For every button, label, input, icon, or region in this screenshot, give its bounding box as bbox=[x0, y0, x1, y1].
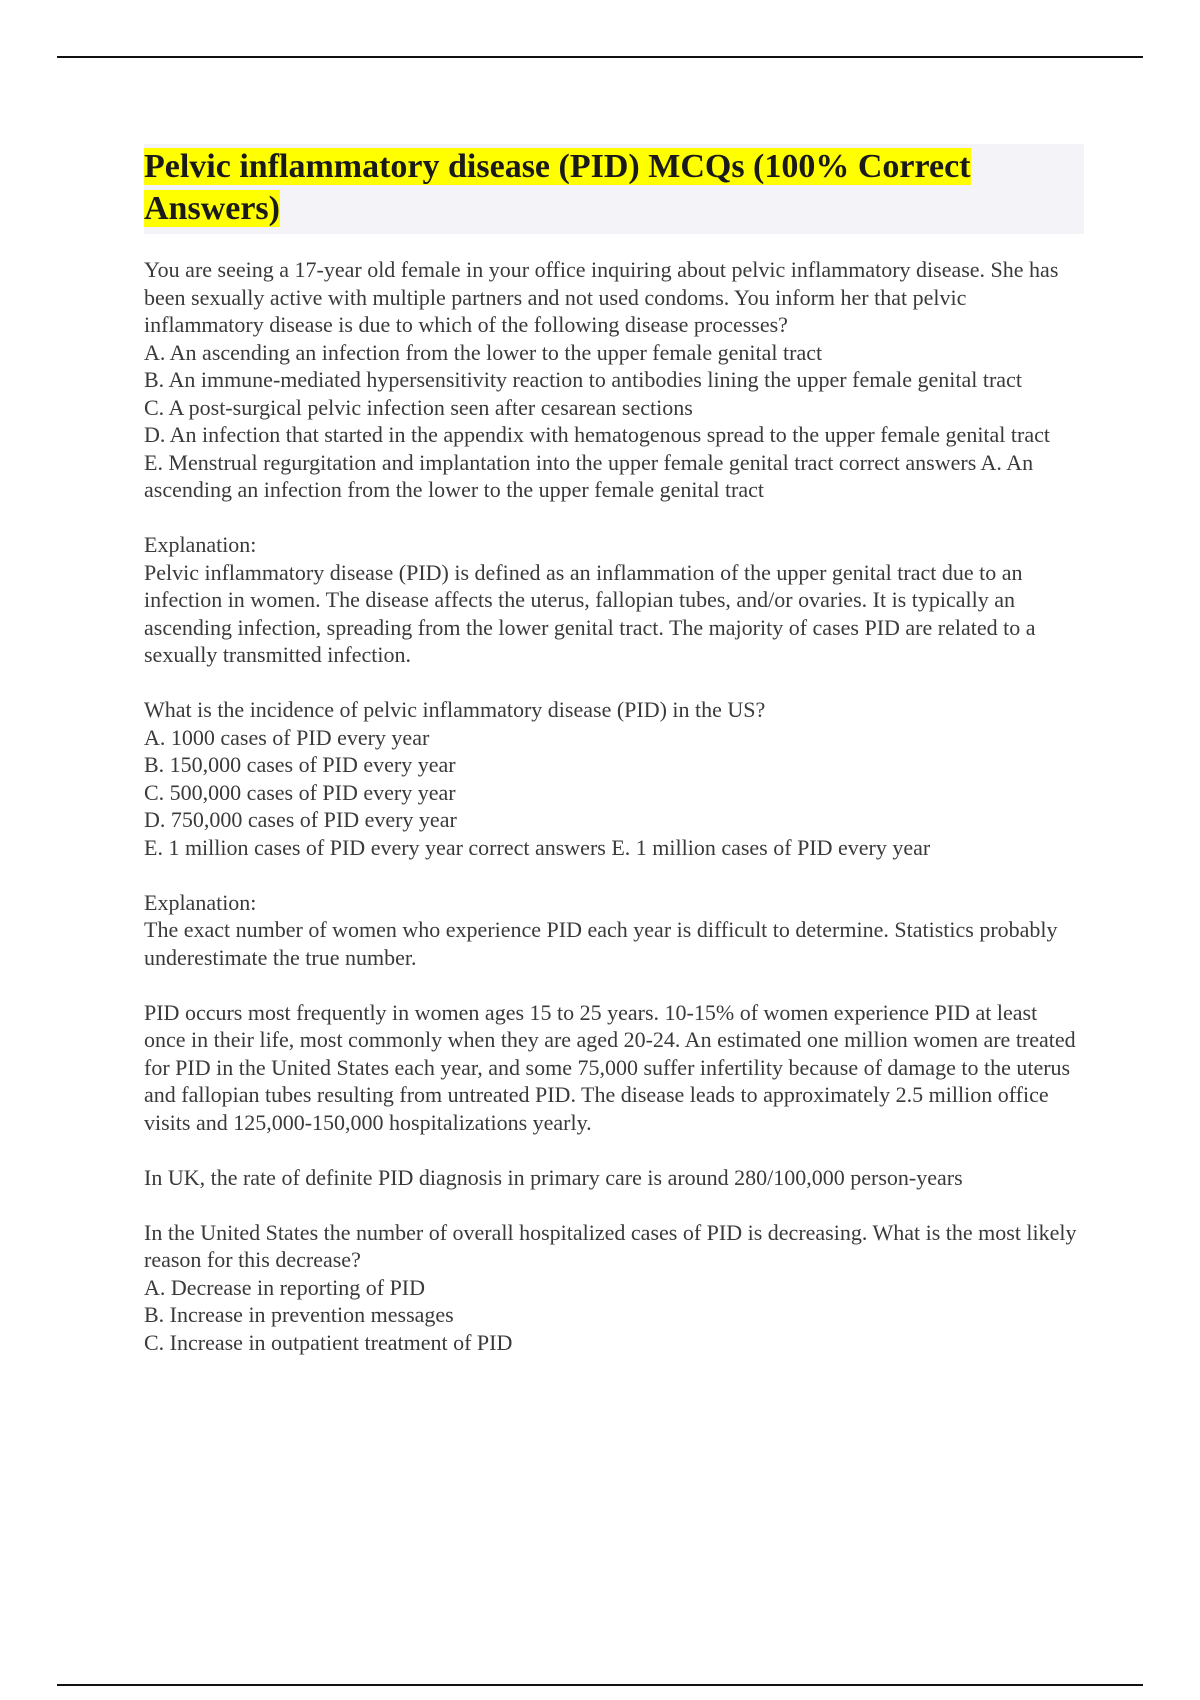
question-stem: What is the incidence of pelvic inflammatory disease (PID) in the US? bbox=[144, 697, 766, 722]
explanation-2 bbox=[144, 889, 1084, 972]
explanation-label: Explanation: bbox=[144, 532, 257, 557]
answer-option-d: D. An infection that started in the appendix with hematogenous spread to the upper female genital tract bbox=[144, 422, 1050, 447]
explanation-1 bbox=[144, 531, 1084, 669]
answer-option-d: D. 750,000 cases of PID every year bbox=[144, 807, 457, 832]
answer-option-b: B. An immune-mediated hypersensitivity reaction to antibodies lining the upper female genital tract bbox=[144, 367, 1022, 392]
answer-option-b: B. 150,000 cases of PID every year bbox=[144, 752, 456, 777]
top-rule bbox=[57, 56, 1143, 58]
document-title bbox=[144, 146, 1084, 230]
paragraph-text: PID occurs most frequently in women ages 15 to 25 years. 10-15% of women experience PID at least once in their life, most commonly when they are aged 20-24. An estimated one million women are treated for PID in the United States each year, and some 75,000 suffer infertility because of damage to the uterus and fallopian tubes resulting from untreated PID. The disease leads to approximately 2.5 million office visits and 125,000-150,000 hospitalizations yearly. bbox=[144, 999, 1076, 1135]
answer-option-c: C. 500,000 cases of PID every year bbox=[144, 779, 456, 805]
answer-option-a: A. Decrease in reporting of PID bbox=[144, 1274, 426, 1300]
question-stem: You are seeing a 17-year old female in your office inquiring about pelvic inflammatory disease. She has been sexually active with multiple partners and not used condoms. You inform her that pelvic inflammatory disease is due to which of the following disease processes? bbox=[144, 257, 1059, 337]
paragraph-text: In UK, the rate of definite PID diagnosis in primary care is around 280/100,000 person-years bbox=[144, 1164, 963, 1190]
question-1 bbox=[144, 256, 1084, 504]
question-stem: In the United States the number of overall hospitalized cases of PID is decreasing. What is the most likely reason for this decrease? bbox=[144, 1219, 1077, 1272]
answer-option-e-with-correct-answer: E. 1 million cases of PID every year correct answers E. 1 million cases of PID every year bbox=[144, 834, 931, 860]
answer-option-c: C. Increase in outpatient treatment of PID bbox=[144, 1329, 513, 1355]
question-3 bbox=[144, 1219, 1084, 1357]
explanation-label: Explanation: bbox=[144, 889, 257, 915]
answer-option-b: B. Increase in prevention messages bbox=[144, 1302, 454, 1327]
explanation-text: Pelvic inflammatory disease (PID) is defined as an inflammation of the upper genital tract due to an infection in women. The disease affects the uterus, fallopian tubes, and/or ovaries. It is typically an ascending infection, spreading from the lower genital tract. The majority of cases PID are related to a sexually transmitted infection. bbox=[144, 559, 1036, 667]
explanation-2-paragraph-3 bbox=[144, 1164, 1084, 1192]
answer-option-e-with-correct-answer: E. Menstrual regurgitation and implantation into the upper female genital tract correct answers A. An ascending an infection from the lower to the upper female genital tract bbox=[144, 449, 1034, 502]
answer-option-c: C. A post-surgical pelvic infection seen after cesarean sections bbox=[144, 394, 693, 420]
answer-option-a: A. 1000 cases of PID every year bbox=[144, 724, 430, 750]
question-2 bbox=[144, 696, 1084, 861]
bottom-rule bbox=[57, 1684, 1143, 1686]
title-highlight: Pelvic inflammatory disease (PID) MCQs (100% Correct Answers) bbox=[144, 148, 971, 227]
title-block bbox=[144, 144, 1084, 234]
answer-option-a: A. An ascending an infection from the lower to the upper female genital tract bbox=[144, 339, 823, 365]
explanation-2-paragraph-2 bbox=[144, 999, 1084, 1137]
document-body bbox=[144, 256, 1084, 1384]
explanation-text: The exact number of women who experience PID each year is difficult to determine. Statistics probably underestimate the true number. bbox=[144, 917, 1058, 970]
